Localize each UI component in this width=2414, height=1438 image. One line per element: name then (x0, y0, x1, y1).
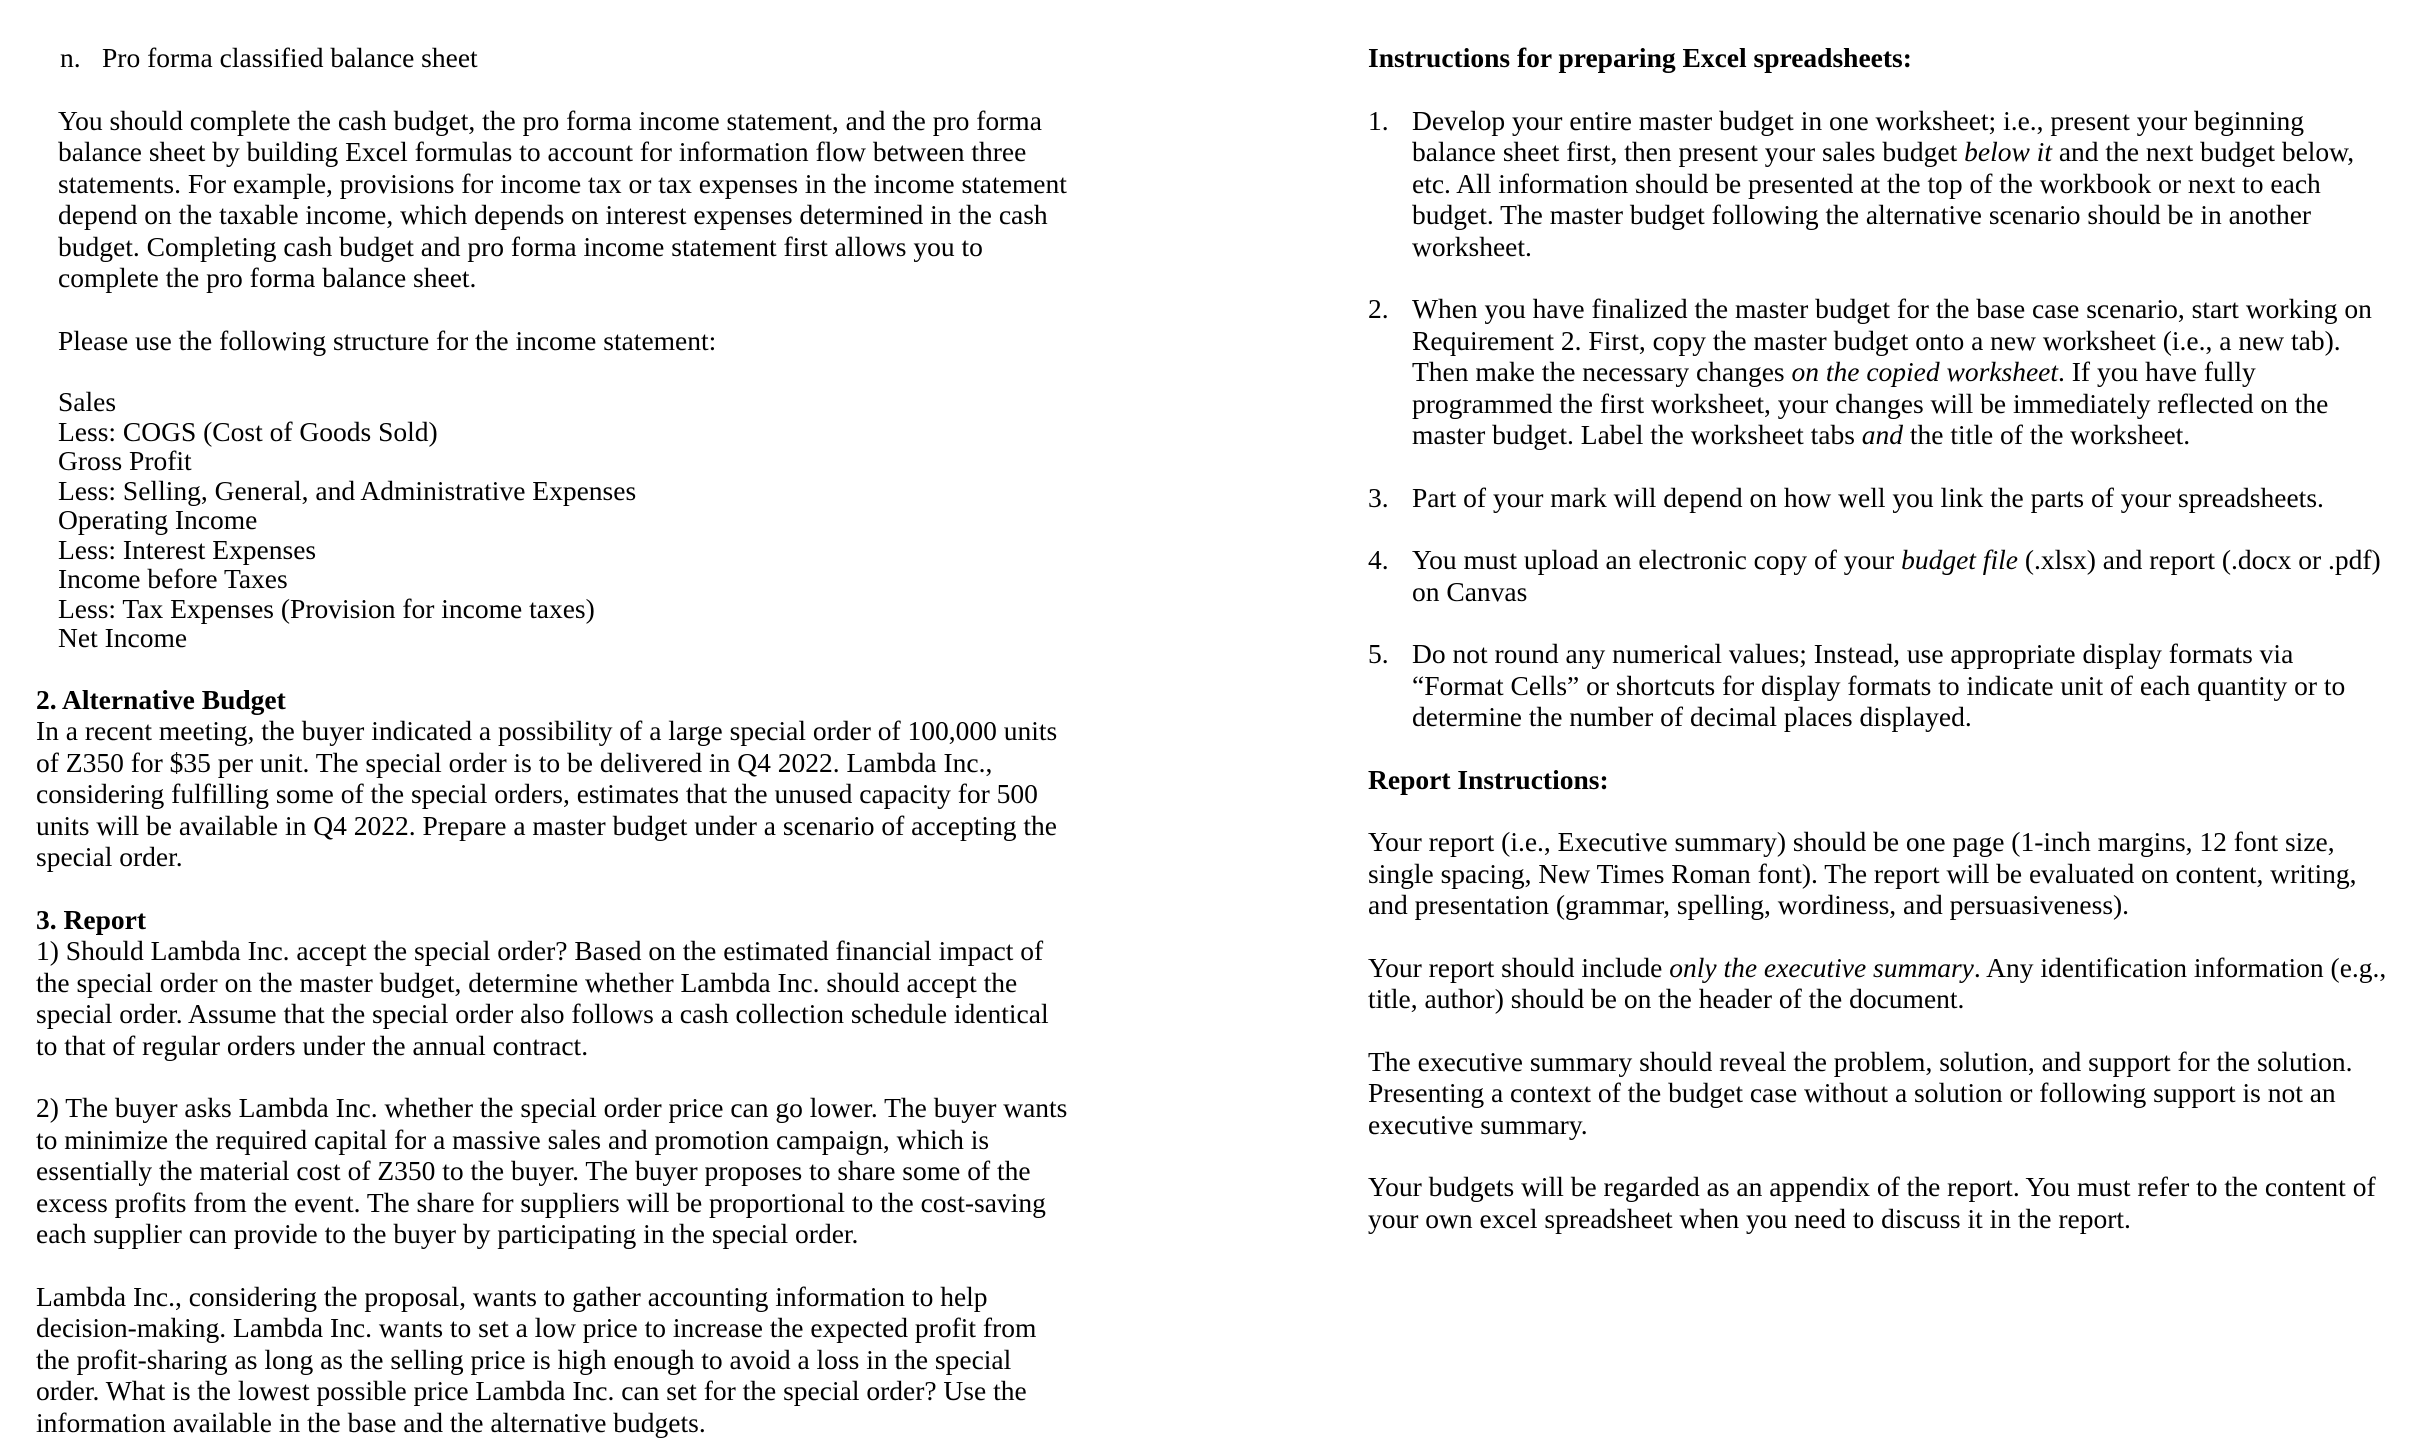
income-statement-line: Gross Profit (36, 446, 1070, 476)
spacer (1368, 74, 2390, 105)
spacer (1368, 733, 2390, 764)
excel-formulas-paragraph: You should complete the cash budget, the pro forma income statement, and the pro forma balance sheet by building Excel formulas to account for information flow between three statements. For example, provisions for income tax or tax expenses in the income statement depend on the taxable income, which depends on interest expenses determined in the cash budget. Completing cash budget and pro forma income statement first allows you to complete the pro forma balance sheet. (58, 105, 1070, 294)
right-column (1368, 0, 2414, 1234)
excel-instruction-item (1368, 482, 2390, 514)
text-part: and the next budget below, etc. All information should be presented at the top of the workbook or next to each budget. The master budget following the alternative scenario should be in another worksheet. (1412, 136, 2354, 262)
spacer (1368, 607, 2390, 638)
text-part: the title of the worksheet. (1903, 419, 2190, 450)
excel-instruction-item (1368, 638, 2390, 733)
spacer (1368, 513, 2390, 544)
income-statement-line: Less: Tax Expenses (Provision for income taxes) (36, 594, 1070, 624)
income-statement-line: Net Income (36, 623, 1070, 653)
income-statement-line: Less: Interest Expenses (36, 535, 1070, 565)
text-part: Your budgets will be regarded as an appendix of the report. You must refer to the content of your own excel spreadsheet when you need to discuss it in the report. (1368, 1171, 2376, 1234)
excel-instruction-item (1368, 105, 2390, 263)
income-statement-line: Operating Income (36, 505, 1070, 535)
spacer (1368, 262, 2390, 293)
emphasis-text: only the executive summary (1669, 952, 1974, 983)
section-heading-report: 3. Report (36, 904, 1070, 936)
excel-formulas-paragraph-wrap (36, 105, 1070, 294)
text-part: Part of your mark will depend on how well you link the parts of your spreadsheets. (1412, 482, 2324, 513)
text-part: You must upload an electronic copy of your (1412, 544, 1901, 575)
lettered-item-text: Pro forma classified balance sheet (102, 42, 1070, 74)
report-item-2-paragraph: 2) The buyer asks Lambda Inc. whether the special order price can go lower. The buyer wants to minimize the required capital for a massive sales and promotion campaign, which is essentially the material cost of Z350 to the buyer. The buyer proposes to share some of the excess profits from the event. The share for suppliers will be proportional to the cost-saving each supplier can provide to the buyer by participating in the special order. (36, 1092, 1070, 1250)
excel-instruction-text (1412, 638, 2390, 733)
spacer (1368, 1015, 2390, 1046)
income-statement-line: Less: COGS (Cost of Goods Sold) (36, 417, 1070, 447)
report-instruction-paragraph (1368, 826, 2390, 921)
lettered-list-item-n (36, 42, 1070, 74)
spacer (36, 294, 1070, 325)
alternative-budget-paragraph: In a recent meeting, the buyer indicated a possibility of a large special order of 100,000 units of Z350 for $35 per unit. The special order is to be delivered in Q4 2022. Lambda Inc., considering fulfilling some of the special orders, estimates that the unused capacity for 500 units will be available in Q4 2022. Prepare a master budget under a scenario of accepting the special order. (36, 715, 1070, 873)
emphasis-text: budget file (1901, 544, 2018, 575)
report-instruction-paragraph (1368, 1171, 2390, 1234)
excel-instruction-item (1368, 293, 2390, 451)
text-part: Your report (i.e., Executive summary) should be one page (1-inch margins, 12 font size, single spacing, New Times Roman font). The report will be evaluated on content, writing, and presentation (grammar, spelling, wordiness, and persuasiveness). (1368, 826, 2357, 920)
emphasis-text: below it (1964, 136, 2052, 167)
spacer (36, 1061, 1070, 1092)
excel-instruction-text (1412, 482, 2390, 514)
text-part: . Any identification information (e.g., title, author) should be on the header of the document. (1368, 952, 2386, 1015)
text-part: . If you have fully programmed the first worksheet, your changes will be immediately reflected on the master budget. Label the worksheet tabs (1412, 356, 2328, 450)
text-part: When you have finalized the master budget for the base case scenario, start working on Requirement 2. First, copy the master budget onto a new worksheet (i.e., a new tab). Then make the necessary changes (1412, 293, 2372, 387)
text-part: The executive summary should reveal the problem, solution, and support for the solution. Presenting a context of the budget case without a solution or following support is not an executive summary. (1368, 1046, 2352, 1140)
income-statement-line: Sales (36, 387, 1070, 417)
excel-instruction-text (1412, 544, 2390, 607)
spacer (36, 74, 1070, 105)
excel-instruction-text (1412, 293, 2390, 451)
list-marker: n. (60, 42, 102, 74)
report-instruction-paragraph (1368, 952, 2390, 1015)
list-marker: 2. (1368, 293, 1412, 451)
report-item-3-paragraph: Lambda Inc., considering the proposal, wants to gather accounting information to help decision-making. Lambda Inc. wants to set a low price to increase the expected profit from the profit-sharing as long as the selling price is high enough to avoid a loss in the special order. What is the lowest possible price Lambda Inc. can set for the special order? Use the information available in the base and the alternative budgets. (36, 1281, 1070, 1438)
section-heading-alternative-budget: 2. Alternative Budget (36, 684, 1070, 716)
spacer (36, 356, 1070, 387)
income-statement-line: Less: Selling, General, and Administrative Expenses (36, 476, 1070, 506)
income-statement-structure-list (36, 387, 1070, 653)
income-statement-line: Income before Taxes (36, 564, 1070, 594)
report-instruction-paragraph (1368, 1046, 2390, 1141)
heading-excel-instructions: Instructions for preparing Excel spreadsheets: (1368, 42, 2390, 74)
text-part: Develop your entire master budget in one worksheet; i.e., present your beginning balance sheet first, then present your sales budget (1412, 105, 2304, 168)
spacer (1368, 1140, 2390, 1171)
emphasis-text: on the copied worksheet (1791, 356, 2058, 387)
excel-instruction-text (1412, 105, 2390, 263)
list-marker: 3. (1368, 482, 1412, 514)
spacer (36, 1250, 1070, 1281)
text-part: (.xlsx) and report (.docx or .pdf) on Canvas (1412, 544, 2381, 607)
spacer (36, 873, 1070, 904)
list-marker: 1. (1368, 105, 1412, 263)
heading-report-instructions: Report Instructions: (1368, 764, 2390, 796)
text-part: Your report should include (1368, 952, 1669, 983)
structure-intro-wrap (36, 325, 1070, 357)
spacer (36, 653, 1070, 684)
spacer (1368, 921, 2390, 952)
spacer (1368, 451, 2390, 482)
emphasis-text: and (1862, 419, 1903, 450)
excel-instruction-item (1368, 544, 2390, 607)
list-marker: 5. (1368, 638, 1412, 733)
report-item-1-paragraph: 1) Should Lambda Inc. accept the special order? Based on the estimated financial impact of the special order on the master budget, determine whether Lambda Inc. should accept the special order. Assume that the special order also follows a cash collection schedule identical to that of regular orders under the annual contract. (36, 935, 1070, 1061)
spacer (1368, 795, 2390, 826)
list-marker: 4. (1368, 544, 1412, 607)
text-part: Do not round any numerical values; Instead, use appropriate display formats via “Format Cells” or shortcuts for display formats to indicate unit of each quantity or to determine the number of decimal places displayed. (1412, 638, 2345, 732)
structure-intro-paragraph: Please use the following structure for the income statement: (58, 325, 1070, 357)
left-column (0, 0, 1090, 1438)
